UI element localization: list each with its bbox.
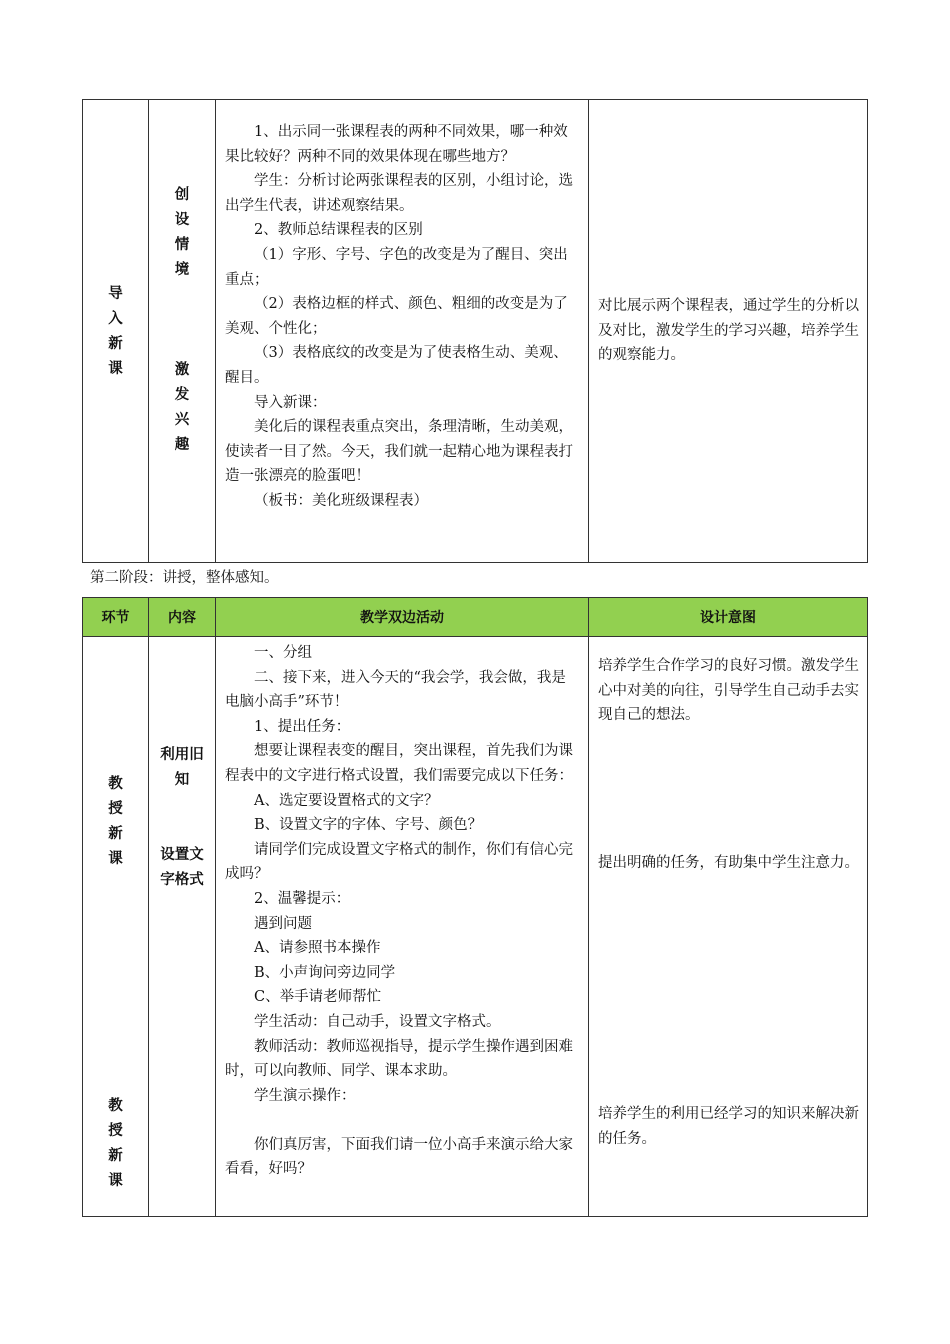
- label-char: 导: [108, 285, 123, 302]
- label-char: 入: [108, 310, 123, 327]
- label-char: 教: [108, 1097, 123, 1114]
- activity-paragraph: C、举手请老师帮忙: [254, 989, 382, 1006]
- label-char: 创: [174, 186, 190, 203]
- activity-paragraph: [225, 1108, 580, 1133]
- activity-paragraph: 教师活动：教师巡视指导，提示学生操作遇到困难时，可以向教师、同学、课本求助。: [225, 1038, 573, 1080]
- section-label-1: [83, 771, 148, 871]
- activity-paragraph: （板书：美化班级课程表）: [254, 492, 428, 509]
- activity-paragraph: 学生：分析讨论两张课程表的区别，小组讨论，选出学生代表，讲述观察结果。: [225, 173, 573, 214]
- label-char: 新: [108, 825, 123, 842]
- lesson-table-intro: [82, 99, 868, 563]
- label-char: 发: [174, 386, 190, 403]
- activity-cell: [216, 637, 589, 1217]
- content-label-1: 利用旧知: [160, 746, 204, 788]
- activity-cell: [216, 100, 589, 563]
- activity-paragraph: 美化后的课程表重点突出，条理清晰，生动美观，使读者一目了然。今天，我们就一起精心地为课程表打造一张漂亮的脸蛋吧！: [225, 419, 573, 485]
- label-char: 课: [108, 850, 123, 867]
- design-text-1: 培养学生合作学习的良好习惯。激发学生心中对美的向往，引导学生自己动手去实现自己的想法。: [598, 658, 859, 724]
- section-cell: [83, 637, 149, 1217]
- section-label: [83, 281, 148, 381]
- label-char: 授: [108, 1122, 123, 1139]
- label-char: 情: [174, 236, 190, 253]
- label-char: 趣: [174, 436, 190, 453]
- label-char: 课: [108, 1172, 123, 1189]
- activity-text: [225, 641, 580, 1182]
- design-cell: [589, 637, 868, 1217]
- design-text-2: 提出明确的任务，有助集中学生注意力。: [598, 855, 859, 871]
- design-text-3: 培养学生的利用已经学习的知识来解决新的任务。: [598, 1106, 859, 1147]
- activity-paragraph: 学生活动：自己动手，设置文字格式。: [254, 1013, 501, 1030]
- table-header-row: [83, 598, 868, 637]
- content-label-2: 设置文字格式: [160, 846, 204, 888]
- activity-paragraph: （2）表格边框的样式、颜色、粗细的改变是为了美观、个性化；: [225, 296, 568, 337]
- activity-paragraph: 导入新课：: [254, 394, 327, 411]
- content-label-top: [149, 182, 215, 282]
- activity-paragraph: 学生演示操作：: [254, 1087, 356, 1104]
- label-char: 设: [174, 211, 190, 228]
- design-cell: [589, 100, 868, 563]
- design-text: 对比展示两个课程表，通过学生的分析以及对比，激发学生的学习兴趣，培养学生的观察能力。: [598, 298, 859, 364]
- activity-paragraph: （1）字形、字号、字色的改变是为了醒目、突出重点；: [225, 246, 568, 288]
- activity-paragraph: 2、教师总结课程表的区别: [254, 222, 423, 239]
- activity-paragraph: 想要让课程表变的醒目，突出课程，首先我们为课程表中的文字进行格式设置，我们需要完成以下任务：: [225, 743, 573, 784]
- activity-paragraph: B、设置文字的字体、字号、颜色？: [254, 817, 483, 834]
- activity-paragraph: 遇到问题: [254, 915, 312, 932]
- stage-two-label: 第二阶段：讲授，整体感知。: [90, 570, 279, 586]
- activity-paragraph: 二、接下来，进入今天的“我会学，我会做，我是电脑小高手”环节！: [225, 669, 566, 711]
- label-char: 激: [174, 361, 190, 378]
- label-char: 新: [108, 335, 123, 352]
- header-activity: 教学双边活动: [216, 598, 589, 637]
- header-stage: 环节: [83, 598, 149, 637]
- activity-paragraph: 请同学们完成设置文字格式的制作，你们有信心完成吗？: [225, 841, 573, 883]
- section-label-2: [83, 1093, 148, 1193]
- activity-paragraph: 1、提出任务：: [254, 718, 351, 735]
- activity-paragraph: （3）表格底纹的改变是为了使表格生动、美观、醒目。: [225, 345, 568, 386]
- label-char: 新: [108, 1147, 123, 1164]
- activity-paragraph: 2、温馨提示：: [254, 890, 351, 907]
- activity-paragraph: B、小声询问旁边同学: [254, 964, 396, 981]
- activity-paragraph: 一、分组: [254, 645, 312, 661]
- label-char: 境: [174, 261, 190, 278]
- label-char: 兴: [174, 411, 190, 428]
- activity-paragraph: A、选定要设置格式的文字？: [254, 792, 439, 809]
- label-char: 教: [108, 775, 123, 792]
- activity-paragraph: 你们真厉害，下面我们请一位小高手来演示给大家看看，好吗？: [225, 1136, 573, 1178]
- content-cell: [149, 637, 216, 1217]
- table-row: [83, 100, 868, 563]
- activity-text: [225, 120, 580, 514]
- label-char: 课: [108, 360, 123, 377]
- header-content: 内容: [149, 598, 216, 637]
- activity-paragraph: A、请参照书本操作: [254, 940, 381, 957]
- section-cell: [83, 100, 149, 563]
- label-char: 授: [108, 800, 123, 817]
- content-label-bottom: [149, 357, 215, 457]
- activity-paragraph: 1、出示同一张课程表的两种不同效果，哪一种效果比较好？两种不同的效果体现在哪些地方？: [225, 124, 568, 165]
- content-cell: [149, 100, 216, 563]
- table-row: [83, 637, 868, 1217]
- lesson-table-teaching: [82, 597, 868, 1217]
- header-design: 设计意图: [589, 598, 868, 637]
